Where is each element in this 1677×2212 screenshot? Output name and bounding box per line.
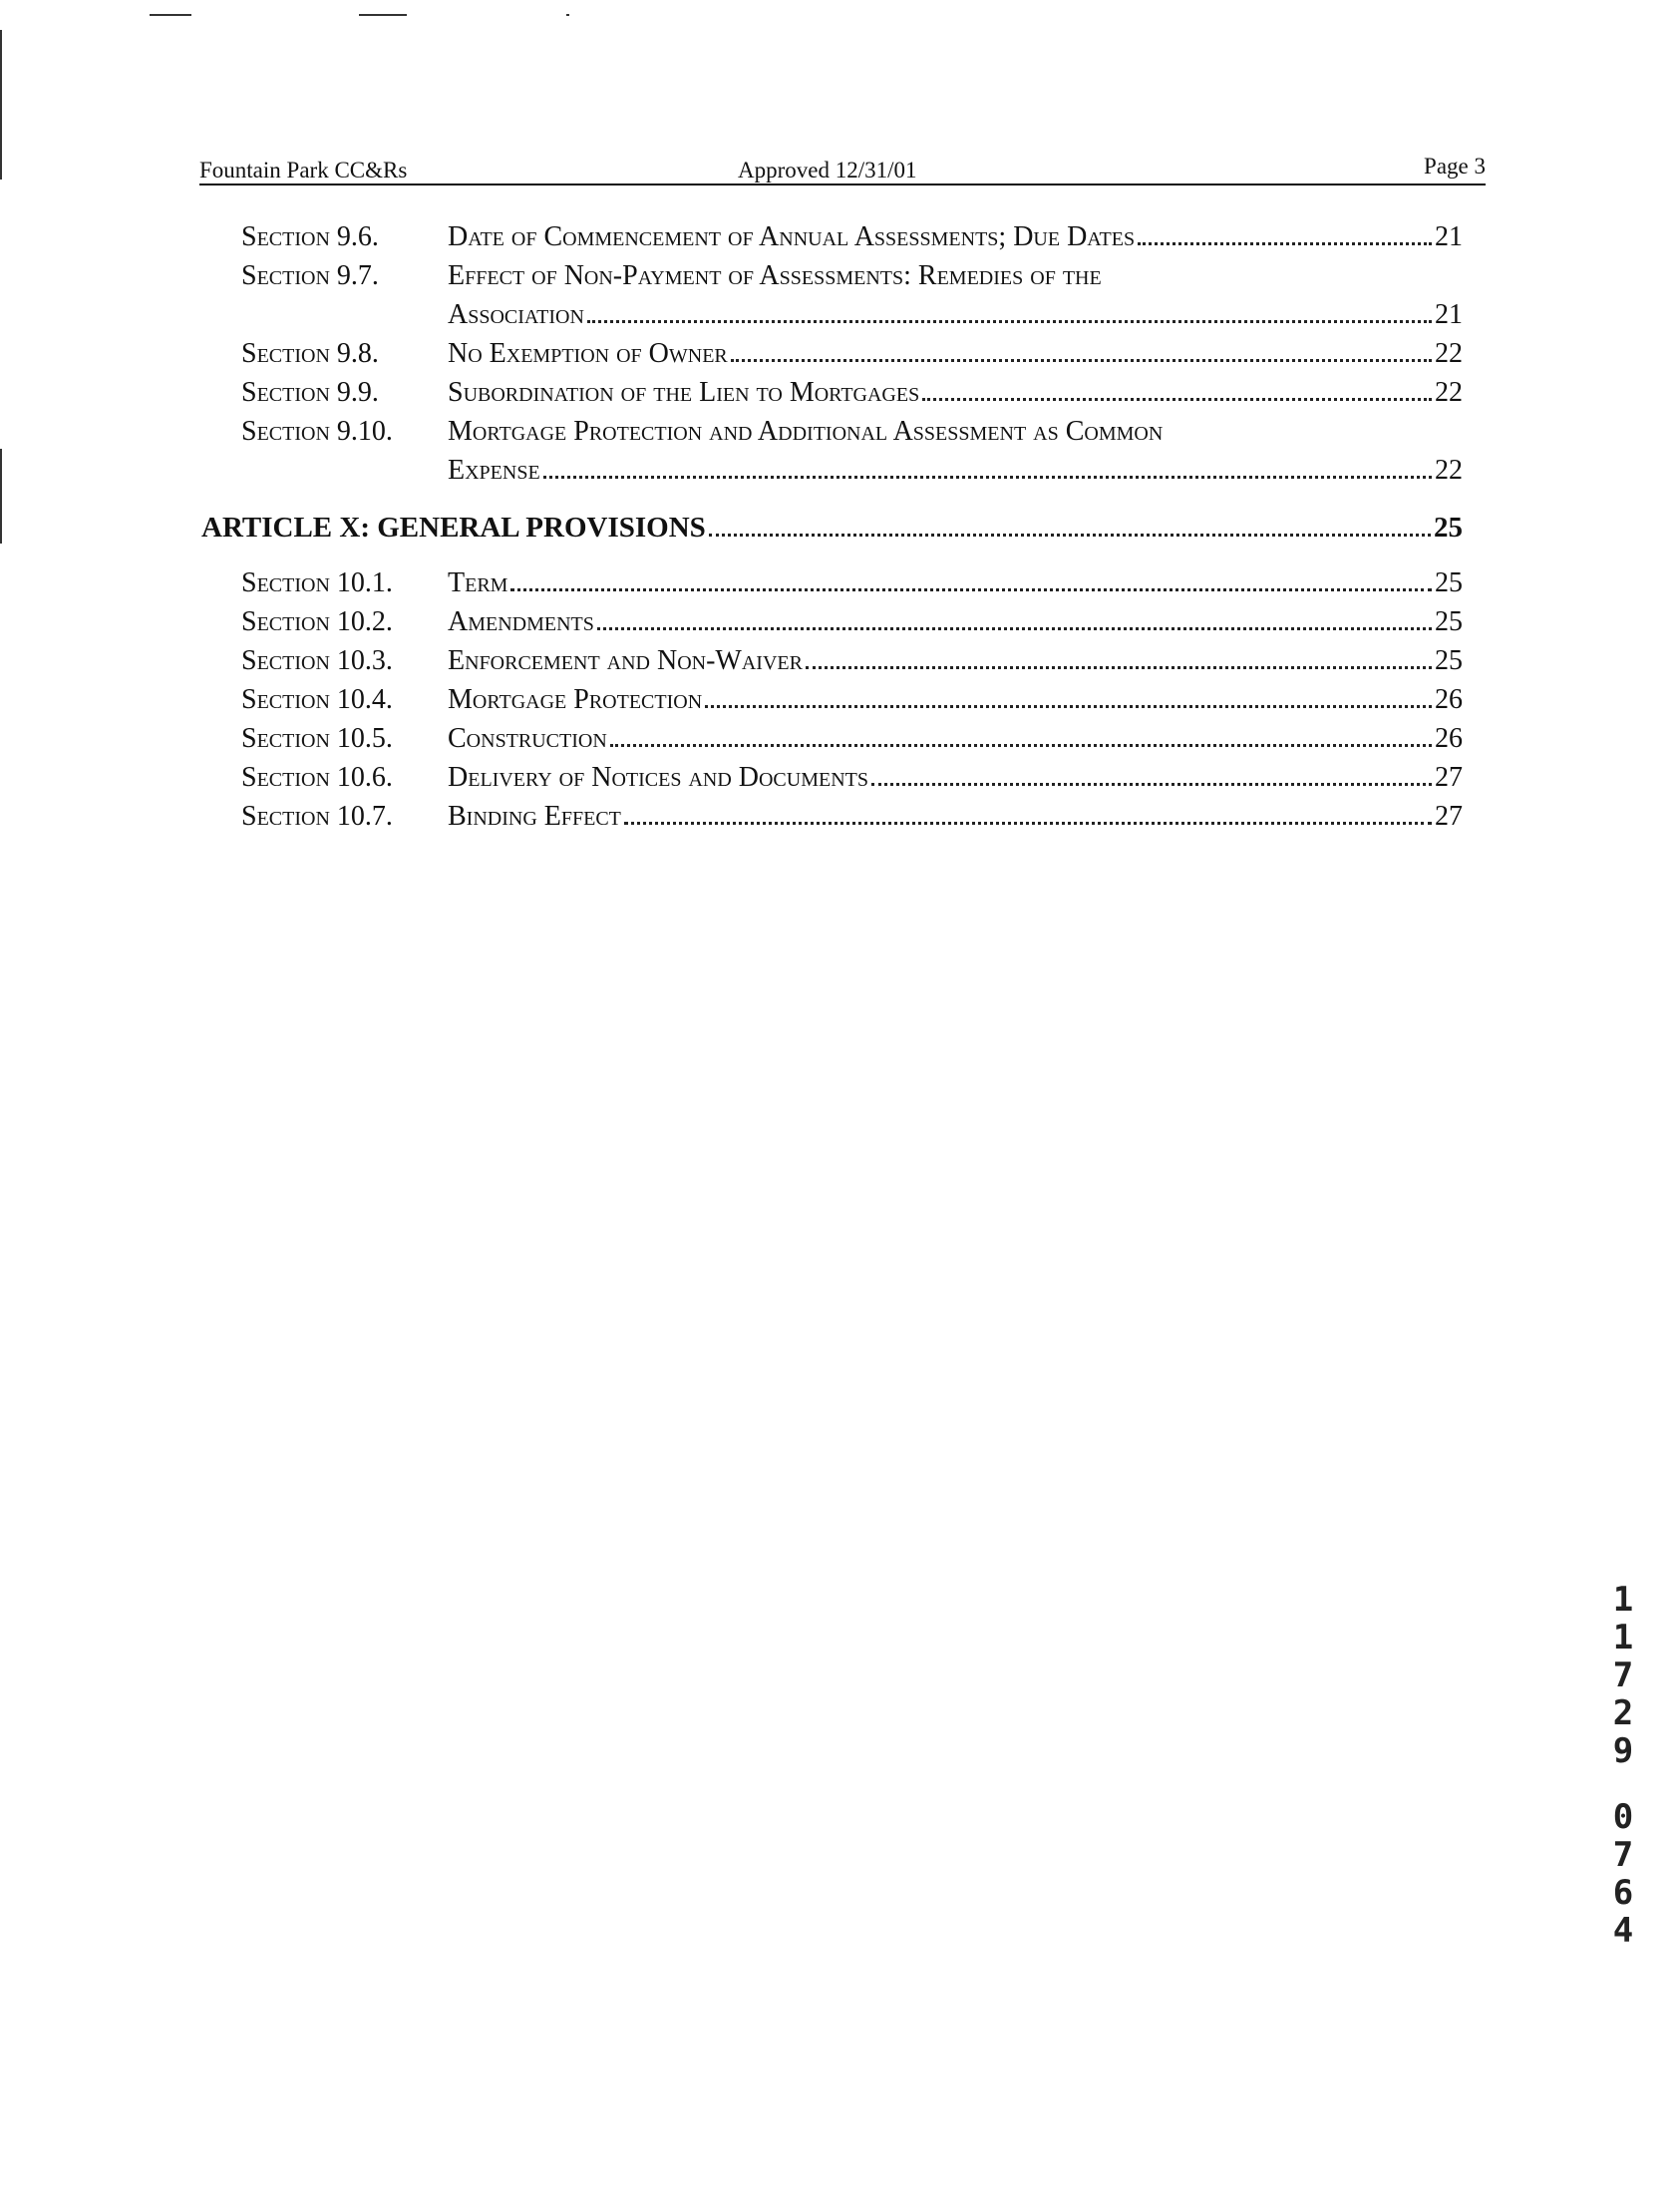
- toc-section-entry: [241, 602, 1463, 641]
- section-page: 21: [1435, 299, 1463, 330]
- article-title: ARTICLE X: GENERAL PROVISIONS: [201, 512, 706, 544]
- table-of-contents: [201, 217, 1463, 836]
- section-page: 26: [1435, 723, 1463, 754]
- section-title-block: [448, 563, 1463, 602]
- scan-mark: [359, 14, 407, 16]
- stamp-digit: 2: [1612, 1693, 1634, 1733]
- toc-section-entry: [241, 334, 1463, 373]
- section-title: Mortgage Protection and Additional Assessment as Common: [448, 416, 1164, 447]
- article-page: 25: [1434, 512, 1463, 544]
- section-page: 27: [1435, 762, 1463, 793]
- section-title-block: [448, 412, 1463, 490]
- dot-leader: [624, 822, 1432, 825]
- section-title-block: [448, 373, 1463, 412]
- stamp-digit: 1: [1612, 1618, 1634, 1658]
- section-title: No Exemption of Owner: [448, 338, 728, 369]
- scan-mark: [0, 449, 2, 544]
- header-approval-date: Approved 12/31/01: [738, 158, 917, 183]
- header-page-number: Page 3: [1424, 154, 1486, 179]
- section-title: Binding Effect: [448, 801, 621, 832]
- section-title: Term: [448, 567, 508, 598]
- stamp-digit: 1: [1612, 1580, 1634, 1620]
- dot-leader: [731, 359, 1432, 362]
- section-page: 22: [1435, 377, 1463, 408]
- section-number: Section 10.4.: [241, 684, 393, 715]
- section-page: 22: [1435, 455, 1463, 486]
- dot-leader: [587, 320, 1432, 323]
- section-title-block: [448, 758, 1463, 797]
- section-title: Mortgage Protection: [448, 684, 703, 715]
- section-title-block: [448, 797, 1463, 836]
- recording-stamp: [1603, 1581, 1643, 1950]
- dot-leader: [597, 627, 1432, 630]
- section-title: Date of Commencement of Annual Assessments; Due Dates: [448, 221, 1136, 252]
- scan-mark: [150, 14, 191, 16]
- section-title: Delivery of Notices and Documents: [448, 762, 869, 793]
- section-title: Subordination of the Lien to Mortgages: [448, 377, 920, 408]
- toc-section-entry: [241, 217, 1463, 256]
- dot-leader: [610, 744, 1432, 747]
- dot-leader: [871, 783, 1432, 786]
- section-number: Section 9.9.: [241, 377, 379, 408]
- toc-section-group: [241, 563, 1463, 836]
- toc-section-entry: [241, 797, 1463, 836]
- section-title-block: [448, 641, 1463, 680]
- stamp-digit: 7: [1612, 1656, 1634, 1695]
- toc-section-entry: [241, 758, 1463, 797]
- dot-leader: [709, 534, 1431, 537]
- header-rule: [199, 184, 1486, 185]
- section-page: 25: [1435, 606, 1463, 637]
- section-number: Section 9.10.: [241, 416, 393, 447]
- dot-leader: [806, 666, 1432, 669]
- section-number: Section 10.2.: [241, 606, 393, 637]
- section-page: 25: [1435, 645, 1463, 676]
- toc-section-entry: [241, 641, 1463, 680]
- dot-leader: [1138, 242, 1432, 245]
- section-title: Association: [448, 299, 584, 330]
- scan-mark: [566, 14, 569, 16]
- section-title: Expense: [448, 455, 540, 486]
- dot-leader: [922, 398, 1432, 401]
- section-number: Section 10.5.: [241, 723, 393, 754]
- header-document-title: Fountain Park CC&Rs: [199, 158, 408, 183]
- toc-section-entry: [241, 412, 1463, 490]
- section-title: Enforcement and Non-Waiver: [448, 645, 803, 676]
- stamp-digit: 6: [1612, 1873, 1634, 1913]
- section-number: Section 10.7.: [241, 801, 393, 832]
- stamp-digit: 7: [1612, 1835, 1634, 1875]
- dot-leader: [543, 476, 1432, 479]
- section-number: Section 10.6.: [241, 762, 393, 793]
- section-page: 27: [1435, 801, 1463, 832]
- toc-section-entry: [241, 719, 1463, 758]
- section-page: 26: [1435, 684, 1463, 715]
- toc-section-entry: [241, 256, 1463, 334]
- section-title: Construction: [448, 723, 607, 754]
- stamp-digit: 9: [1612, 1731, 1634, 1771]
- toc-section-entry: [241, 373, 1463, 412]
- toc-section-group: [241, 217, 1463, 490]
- section-page: 21: [1435, 221, 1463, 252]
- section-title-block: [448, 719, 1463, 758]
- section-title-block: [448, 217, 1463, 256]
- stamp-digit: 4: [1612, 1911, 1634, 1951]
- section-title-block: [448, 334, 1463, 373]
- section-number: Section 9.7.: [241, 260, 379, 291]
- section-page: 25: [1435, 567, 1463, 598]
- toc-section-entry: [241, 680, 1463, 719]
- dot-leader: [705, 705, 1432, 708]
- section-title-block: [448, 256, 1463, 334]
- section-title-block: [448, 602, 1463, 641]
- section-page: 22: [1435, 338, 1463, 369]
- section-title: Amendments: [448, 606, 594, 637]
- section-number: Section 10.3.: [241, 645, 393, 676]
- page-header: [199, 152, 1486, 187]
- stamp-digit: 0: [1612, 1797, 1634, 1837]
- section-number: Section 9.8.: [241, 338, 379, 369]
- toc-article-entry: [201, 508, 1463, 548]
- scan-mark: [0, 30, 2, 180]
- section-title-block: [448, 680, 1463, 719]
- dot-leader: [510, 588, 1432, 591]
- section-number: Section 10.1.: [241, 567, 393, 598]
- section-title: Effect of Non-Payment of Assessments: Remedies of the: [448, 260, 1102, 291]
- toc-section-entry: [241, 563, 1463, 602]
- section-number: Section 9.6.: [241, 221, 379, 252]
